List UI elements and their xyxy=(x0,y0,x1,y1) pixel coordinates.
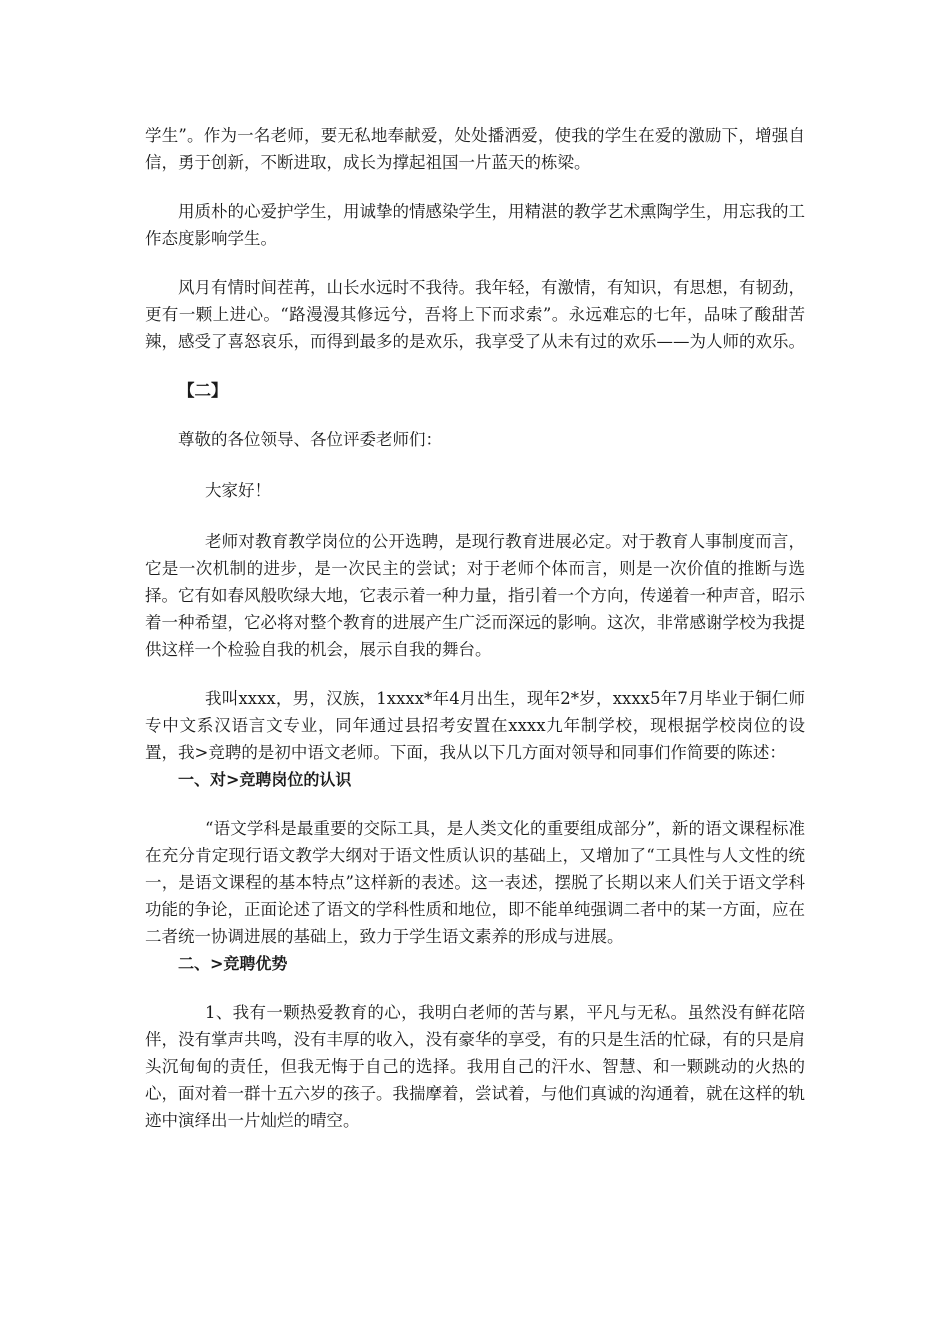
paragraph-3: 风月有情时间茬苒，山长水远时不我待。我年轻，有激情，有知识，有思想，有韧劲，更有一颗上进心。“路漫漫其修远兮，吾将上下而求索”。永远难忘的七年，品味了酸甜苦辣，感受了喜怒哀乐，而得到最多的是欢乐，我享受了从未有过的欢乐——为人师的欢乐。 xyxy=(145,278,805,351)
section-marker: 【二】 xyxy=(178,381,228,400)
paragraph-2: 用质朴的心爱护学生，用诚挚的情感染学生，用精湛的教学艺术熏陶学生，用忘我的工作态度影响学生。 xyxy=(145,202,805,248)
heading-1: 一、对>竞聘岗位的认识 xyxy=(178,770,352,789)
salutation: 尊敬的各位领导、各位评委老师们： xyxy=(178,430,442,449)
heading-2: 二、>竞聘优势 xyxy=(178,954,288,973)
paragraph-1: 学生”。作为一名老师，要无私地奉献爱，处处播洒爱，使我的学生在爱的激励下，增强自信，勇于创新，不断进取，成长为撑起祖国一片蓝天的栋梁。 xyxy=(145,126,805,172)
paragraph-6: “语文学科是最重要的交际工具，是人类文化的重要组成部分”，新的语文课程标准在充分肯定现行语文教学大纲对于语文性质认识的基础上，又增加了“工具性与人文性的统一，是语文课程的基本特点”这样新的表述。这一表述，摆脱了长期以来人们关于语文学科功能的争论，正面论述了语文的学科性质和地位，即不能单纯强调二者中的某一方面，应在二者统一协调进展的基础上，致力于学生语文素养的形成与进展。 xyxy=(145,819,805,946)
paragraph-4: 老师对教育教学岗位的公开选聘，是现行教育进展必定。对于教育人事制度而言，它是一次机制的进步，是一次民主的尝试；对于老师个体而言，则是一次价值的推断与选择。它有如春风般吹绿大地，它表示着一种力量，指引着一个方向，传递着一种声音，昭示着一种希望，它必将对整个教育的进展产生广泛而深远的影响。这次，非常感谢学校为我提供这样一个检验自我的机会，展示自我的舞台。 xyxy=(145,532,805,659)
paragraph-5: 我叫xxxx，男，汉族，1xxxx*年4月出生，现年2*岁，xxxx5年7月毕业于铜仁师专中文系汉语言文专业，同年通过县招考安置在xxxx九年制学校，现根据学校岗位的设置，我>竞聘的是初中语文老师。下面，我从以下几方面对领导和同事们作简要的陈述： xyxy=(145,689,805,762)
document-page xyxy=(145,122,805,1134)
greeting: 大家好！ xyxy=(205,481,271,500)
paragraph-7: 1、我有一颗热爱教育的心，我明白老师的苦与累，平凡与无私。虽然没有鲜花陪伴，没有掌声共鸣，没有丰厚的收入，没有豪华的享受，有的只是生活的忙碌，有的只是肩头沉甸甸的责任，但我无悔于自己的选择。我用自己的汗水、智慧、和一颗跳动的火热的心，面对着一群十五六岁的孩子。我揣摩着，尝试着，与他们真诚的沟通着，就在这样的轨迹中演绎出一片灿烂的晴空。 xyxy=(145,1003,805,1130)
